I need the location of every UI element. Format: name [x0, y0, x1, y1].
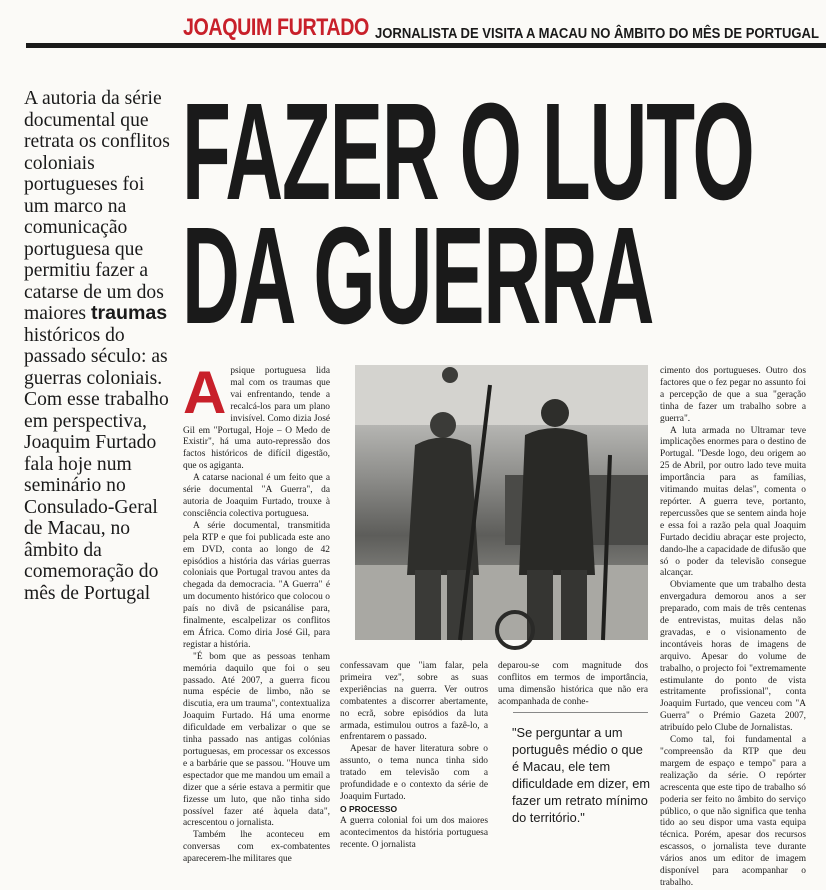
col1-paragraph-4: "É bom que as pessoas tenham memória daquilo que foi o seu passado. Até 2007, a guerra ficou numa espécie de limbo, não se discutia, era um trauma", contextualiza Joaquim Furtado. Há uma enorme dificuldade em verbalizar o que se tinha passado nas antigas colónias portuguesas, em processar os excessos e a barbárie que se passou. "Houve um espectador que me mandou um email a dizer que a série estava a permitir que fizesse um luto, que não tinha sido possível fazer até àquela data", acrescentou o jornalista.: [183, 651, 330, 829]
headline-line-1: FAZER O LUTO: [182, 75, 754, 229]
drop-cap: A: [183, 359, 227, 426]
header-rule: [26, 43, 826, 48]
col2-paragraph-1: confessavam que "iam falar, pela primeira vez", sobre as suas experiências na guerra. Ver outros combatentes a discorrer abertamente, no ecrã, sobre episódios da luta armada, estimulou outros a fazê-lo, a enfrentarem o passado.: [340, 661, 488, 743]
col1-paragraph-3: A série documental, transmitida pela RTP e que foi publicada este ano em DVD, conta ao longo de 42 episódios a história das várias guerras coloniais que Portugal travou antes da chegada da democracia. "A Guerra" é um documento histórico que colocou o país no divã de psicanálise para, finalmente, escalpelizar os conflitos em África. Como diria José Gil, para registar a história.: [183, 520, 330, 650]
col3-paragraph-1: deparou-se com magnitude dos conflitos em termos de importância, uma dimensão histórica que não era acompanhada de conhe-: [498, 661, 648, 707]
article-column-1: [183, 359, 330, 865]
article-column-3: [498, 661, 648, 707]
col1-paragraph-2: A catarse nacional é um feito que a série documental "A Guerra", da autoria de Joaquim Furtado, trouxe à consciência colectiva portuguesa.: [183, 473, 330, 519]
col1-paragraph-1: psique portuguesa lida mal com os traumas que vai enfrentando, tende a recalcá-los para um plano invisível. Como dizia José Gil em "Portugal, Hoje – O Medo de Existir", há uma auto-repressão dos factos históricos de difícil digestão, que os agiganta.: [183, 366, 330, 472]
war-photo: [355, 365, 648, 640]
col2-paragraph-2: Apesar de haver literatura sobre o assunto, o tema nunca tinha sido tratado em televisão com a profundidade e o contexto da série de Joaquim Furtado.: [340, 744, 488, 802]
col4-paragraph-1: cimento dos portugueses. Outro dos factores que o fez pegar no assunto foi a percepção de que a sua "geração tinha de fazer um trabalho sobre a guerra".: [660, 366, 806, 424]
quote-rule: [513, 712, 648, 713]
lead-text-after: históricos do passado século: as guerras coloniais. Com esse trabalho em perspectiva, Joaquim Furtado fala hoje num seminário no Consulado-Geral de Macau, no âmbito da comemoração do mês de Portugal: [24, 324, 169, 604]
kicker-name: JOAQUIM FURTADO: [183, 14, 369, 41]
col4-paragraph-2: A luta armada no Ultramar teve implicações enormes para o destino de Portugal. "Desde logo, deu origem ao 25 de Abril, por outro lado teve muita importância para as famílias, vitimando muitas delas", comenta o repórter. A guerra teve, portanto, repercussões que se sentem ainda hoje e essa foi a razão pela qual Joaquim Furtado decidiu abraçar este projecto, dando-lhe a capacidade de difusão que só o poder da televisão consegue alcançar.: [660, 425, 806, 579]
lead-text-before: A autoria da série documental que retrata os conflitos coloniais portugueses foi um marco na comunicação portuguesa que permitiu fazer a catarse de um dos maiores: [24, 88, 170, 324]
soldiers-image: [355, 365, 648, 640]
section-subhead: O PROCESSO: [340, 803, 398, 814]
pull-quote: "Se perguntar a um português médio o que é Macau, ele tem dificuldade em dizer, em fazer um retrato mínimo do território.": [512, 725, 650, 825]
lead-bold-word: traumas: [90, 302, 168, 324]
article-column-4: [660, 366, 806, 888]
kicker-subtitle: JORNALISTA DE VISITA A MACAU NO ÂMBITO DO MÊS DE PORTUGAL: [375, 26, 819, 42]
article-column-2: [340, 661, 488, 850]
lead-paragraph: [24, 88, 174, 604]
col4-paragraph-3: Obviamente que um trabalho desta envergadura demorou anos a ser preparado, com mais de três centenas de entrevistas, muitas delas não gravadas, e o visionamento de incontáveis horas de imagens de arquivo. Apesar do volume de trabalho, o projecto foi "extremamente estimulante do ponto de vista estritamente profissional", conta Joaquim Furtado, que venceu com "A Guerra" o Prémio Gazeta 2007, atribuído pelo Clube de Jornalistas.: [660, 580, 806, 734]
col2-paragraph-3: A guerra colonial foi um dos maiores acontecimentos da história portuguesa recente. O jornalista: [340, 815, 488, 850]
col1-paragraph-5: Também lhe aconteceu em conversas com ex-combatentes aparecerem-lhe militares que: [183, 830, 330, 865]
headline: [182, 75, 754, 353]
headline-line-2: DA GUERRA: [182, 199, 654, 353]
col4-paragraph-4: Como tal, foi fundamental a "compreensão da RTP que deu margem de espaço e tempo" para a realização da série. O repórter acrescenta que este tipo de trabalho só poderia ser feito no âmbito do serviço público, o que não significa que tenha tido ao seu dispor uma vasta equipa técnica. Porém, apesar dos recursos escassos, o jornalista teve durante vários anos um editor de imagem disponível para acompanhar o trabalho.: [660, 735, 806, 888]
